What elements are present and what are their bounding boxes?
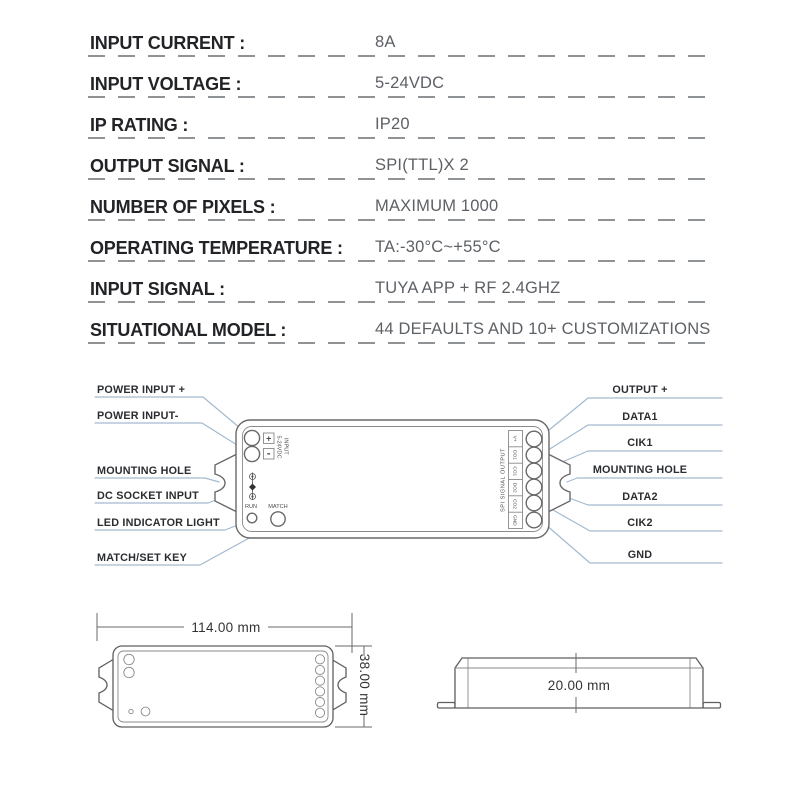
callout-dc-socket-input: DC SOCKET INPUT (97, 490, 199, 502)
spec-row (88, 139, 716, 180)
spec-row (88, 180, 716, 221)
spec-row (88, 262, 716, 303)
dimension-drawings (0, 600, 800, 800)
depth-dimension-label: 20.00 mm (547, 678, 611, 693)
callout-cik2: CIK2 (627, 517, 653, 529)
spec-value: MAXIMUM 1000 (375, 197, 499, 215)
run-marking: RUN (244, 504, 258, 510)
spec-value: IP20 (375, 115, 410, 133)
spec-label: INPUT CURRENT : (90, 33, 245, 53)
leader-line (567, 478, 722, 482)
spec-label: NUMBER OF PIXELS : (90, 197, 276, 217)
terminal-marking-do2: DO2 (511, 482, 517, 493)
spec-label: OPERATING TEMPERATURE : (90, 238, 343, 258)
output-terminal (526, 512, 542, 528)
device-diagram (0, 370, 800, 605)
power-terminal-plus (244, 430, 259, 445)
callout-match-set-key: MATCH/SET KEY (97, 552, 187, 564)
match-marking: MATCH (268, 504, 288, 510)
spec-row (88, 16, 716, 57)
top-view-drawing (97, 613, 372, 727)
spec-label: INPUT VOLTAGE : (90, 74, 242, 94)
spec-value: 5-24VDC (375, 74, 445, 92)
spec-value: 44 DEFAULTS AND 10+ CUSTOMIZATIONS (375, 320, 711, 338)
output-terminal (526, 431, 542, 447)
callout-power-input-plus: POWER INPUT + (97, 384, 186, 396)
side-view-flange-right (703, 703, 721, 709)
terminal-marking-vplus: V+ (511, 435, 517, 442)
run-led (247, 513, 257, 523)
callout-gnd: GND (627, 549, 653, 561)
spec-label: SITUATIONAL MODEL : (90, 320, 287, 340)
callout-data2: DATA2 (622, 491, 658, 503)
output-terminal (526, 463, 542, 479)
spi-signal-output-marking: SPI SIGNAL OUTPUT (500, 448, 507, 512)
side-view-drawing (438, 653, 721, 713)
width-dimension-label: 114.00 mm (191, 620, 261, 635)
callout-led-indicator-light: LED INDICATOR LIGHT (97, 517, 220, 529)
match-button (271, 512, 285, 526)
top-view-body (113, 646, 333, 727)
mounting-ear-left (215, 454, 237, 512)
output-terminal (526, 447, 542, 463)
spec-label: INPUT SIGNAL : (90, 279, 225, 299)
top-view-ear-left (99, 659, 114, 711)
spec-row (88, 98, 716, 139)
height-dimension-label: 38.00 mm (357, 653, 372, 717)
input-marking-line2: 5-24VDC (275, 435, 282, 459)
callout-cik1: CIK1 (627, 437, 653, 449)
input-voltage-marking (276, 435, 289, 458)
callout-output-plus: OUTPUT + (612, 384, 668, 396)
spec-row (88, 221, 716, 262)
spec-row (88, 303, 716, 344)
side-view-flange-left (438, 703, 456, 709)
terminal-marking-co1: CO1 (511, 466, 517, 477)
spec-label: IP RATING : (90, 115, 189, 135)
spec-value: TUYA APP + RF 2.4GHZ (375, 279, 561, 297)
output-terminal (526, 495, 542, 511)
output-terminal (526, 479, 542, 495)
minus-marking: - (266, 447, 271, 460)
dashed-line (88, 342, 716, 344)
callout-mounting-hole-right: MOUNTING HOLE (592, 464, 688, 476)
plus-marking: + (266, 433, 272, 444)
terminal-marking-co2: CO2 (511, 499, 517, 509)
spec-row (88, 57, 716, 98)
spec-value: 8A (375, 33, 396, 51)
callout-data1: DATA1 (622, 411, 658, 423)
spec-value: TA:-30°C~+55°C (375, 238, 501, 256)
mounting-ear-right (548, 454, 570, 512)
leader-line (95, 478, 219, 482)
terminal-marking-gnd: GND (511, 515, 517, 526)
callout-power-input-minus: POWER INPUT- (97, 410, 179, 422)
spec-list (88, 16, 716, 344)
terminal-marking-do1: DO1 (511, 450, 517, 460)
input-marking-line1: INPUT (282, 437, 289, 455)
power-terminal-minus (244, 446, 259, 461)
spec-value: SPI(TTL)X 2 (375, 156, 469, 174)
leader-line (95, 423, 245, 450)
spec-label: OUTPUT SIGNAL : (90, 156, 245, 176)
callout-mounting-hole-left: MOUNTING HOLE (97, 465, 192, 477)
